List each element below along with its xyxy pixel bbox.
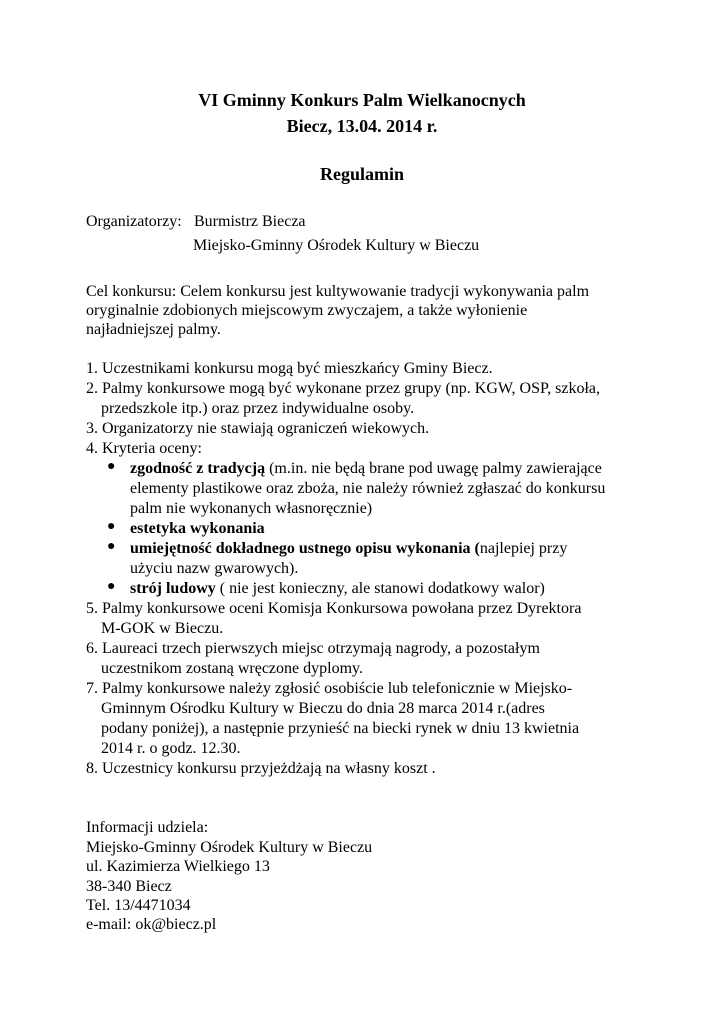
criterion-4-rest: ( nie jest konieczny, ale stanowi dodatkowy walor) xyxy=(215,580,545,597)
criterion-3-rest: najlepiej przy xyxy=(479,540,568,557)
bullet-icon: ● xyxy=(107,539,116,554)
rule-4: 4. Kryteria oceny: xyxy=(86,440,202,457)
criterion-3-cont: użyciu nazw gwarowych). xyxy=(130,560,299,577)
rule-3: 3. Organizatorzy nie stawiają ograniczeń wiekowych. xyxy=(86,420,430,437)
criterion-1 xyxy=(130,459,602,479)
criterion-1-cont: elementy plastikowe oraz zboża, nie należy również zgłaszać do konkursu xyxy=(130,480,606,497)
goal-line: Cel konkursu: Celem konkursu jest kultywowanie tradycji wykonywania palm xyxy=(86,283,590,300)
goal-line: najładniejszej palmy. xyxy=(86,321,221,338)
organizer-1: Burmistrz Biecza xyxy=(194,213,306,230)
goal-line: oryginalnie zdobionych miejscowym zwyczajem, a także wyłonienie xyxy=(86,302,528,319)
bullet-icon: ● xyxy=(107,459,116,474)
criterion-3 xyxy=(130,539,567,559)
rule-7: 7. Palmy konkursowe należy zgłosić osobiście lub telefonicznie w Miejsko- xyxy=(86,680,573,697)
rule-7-cont: 2014 r. o godz. 12.30. xyxy=(101,740,241,757)
rule-7-cont: podany poniżej), a następnie przynieść na biecki rynek w dniu 13 kwietnia xyxy=(101,720,580,737)
contact-label: Informacji udziela: xyxy=(86,819,209,836)
criterion-4 xyxy=(130,579,545,599)
rule-2: 2. Palmy konkursowe mogą być wykonane przez grupy (np. KGW, OSP, szkoła, xyxy=(86,380,600,397)
rule-2-cont: przedszkole itp.) oraz przez indywidualne osoby. xyxy=(101,400,415,417)
contact-city: 38-340 Biecz xyxy=(86,878,172,895)
rule-5-cont: M-GOK w Bieczu. xyxy=(101,620,224,637)
criterion-2: estetyka wykonania xyxy=(130,520,265,537)
rule-5: 5. Palmy konkursowe oceni Komisja Konkursowa powołana przez Dyrektora xyxy=(86,600,582,617)
document-date: Biecz, 13.04. 2014 r. xyxy=(286,116,438,136)
contact-phone: Tel. 13/4471034 xyxy=(86,897,191,914)
rule-8: 8. Uczestnicy konkursu przyjeżdżają na własny koszt . xyxy=(86,760,436,777)
rule-1: 1. Uczestnikami konkursu mogą być mieszkańcy Gminy Biecz. xyxy=(86,360,493,377)
organizers-label: Organizatorzy: xyxy=(86,213,182,230)
organizer-2: Miejsko-Gminny Ośrodek Kultury w Bieczu xyxy=(193,237,480,254)
rule-6-cont: uczestnikom zostaną wręczone dyplomy. xyxy=(101,660,363,677)
criterion-3-bold: umiejętność dokładnego ustnego opisu wykonania ( xyxy=(130,540,480,557)
rule-6: 6. Laureaci trzech pierwszych miejsc otrzymają nagrody, a pozostałym xyxy=(86,640,540,657)
criterion-1-cont: palm nie wykonanych własnoręcznie) xyxy=(130,500,373,517)
criterion-1-rest: (m.in. nie będą brane pod uwagę palmy zawierające xyxy=(265,460,602,477)
bullet-icon: ● xyxy=(107,519,116,534)
contact-org: Miejsko-Gminny Ośrodek Kultury w Bieczu xyxy=(86,839,373,856)
bullet-icon: ● xyxy=(107,579,116,594)
document-subtitle: Regulamin xyxy=(319,164,404,184)
rule-7-cont: Gminnym Ośrodku Kultury w Bieczu do dnia 28 marca 2014 r.(adres xyxy=(101,700,545,717)
document-title: VI Gminny Konkurs Palm Wielkanocnych xyxy=(198,90,526,110)
criterion-4-bold: strój ludowy xyxy=(130,580,216,597)
contact-street: ul. Kazimierza Wielkiego 13 xyxy=(86,858,270,875)
contact-email: e-mail: ok@biecz.pl xyxy=(86,916,217,933)
criterion-1-bold: zgodność z tradycją xyxy=(130,460,266,477)
